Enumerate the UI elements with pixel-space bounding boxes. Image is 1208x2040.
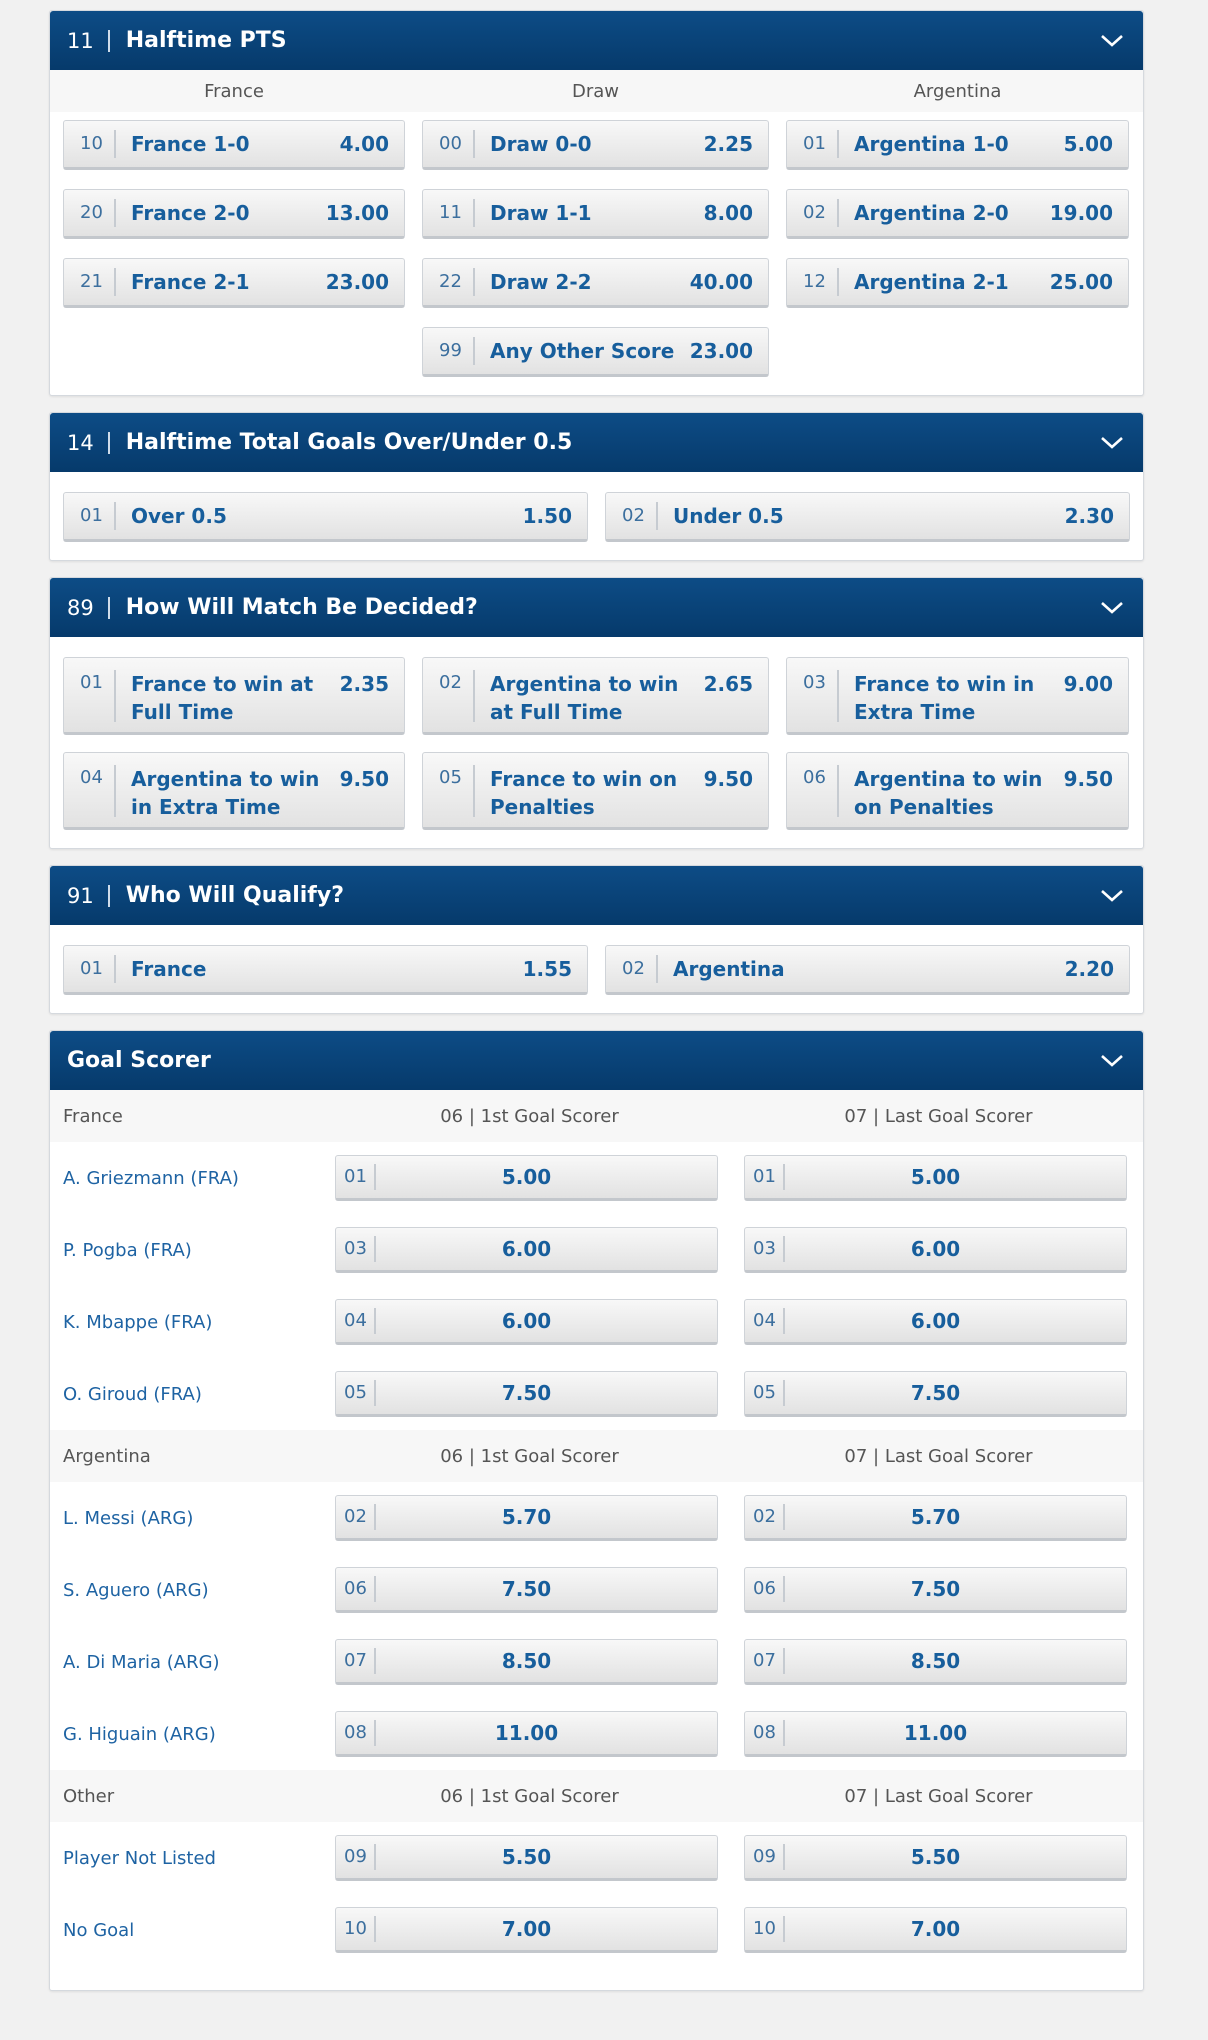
column-header: 07 | Last Goal Scorer [844, 1785, 1033, 1807]
bet-number: 05 [439, 765, 475, 817]
chevron-down-icon[interactable] [1098, 1047, 1126, 1075]
bet-button[interactable] [786, 657, 1129, 735]
bet-number: 11 [439, 199, 475, 227]
market-header[interactable] [50, 413, 1143, 472]
bet-number: 99 [439, 337, 475, 365]
last-goal-scorer-button[interactable] [744, 1835, 1127, 1881]
column-header: 06 | 1st Goal Scorer [440, 1105, 619, 1127]
bet-button[interactable] [63, 258, 405, 308]
bet-odds: 25.00 [1049, 270, 1113, 294]
first-goal-scorer-button[interactable] [335, 1495, 718, 1541]
market-title: Halftime PTS [125, 28, 287, 53]
empty-cell [63, 327, 405, 377]
bet-odds: 9.00 [1063, 672, 1113, 696]
bet-odds: 8.50 [501, 1649, 552, 1673]
bet-button[interactable] [422, 327, 769, 377]
bet-number: 10 [753, 1916, 785, 1942]
bet-odds: 1.50 [522, 504, 572, 528]
bet-number: 00 [439, 130, 475, 158]
bet-label: France to win in Extra Time [854, 672, 1035, 724]
bet-number: 10 [344, 1916, 376, 1942]
chevron-down-icon[interactable] [1098, 882, 1126, 910]
bet-odds: 11.00 [494, 1721, 559, 1745]
bet-number: 06 [753, 1576, 785, 1602]
bet-button[interactable] [63, 657, 405, 735]
bet-number: 01 [80, 502, 116, 530]
table-row [50, 1554, 1143, 1626]
bet-odds: 7.00 [910, 1917, 961, 1941]
bet-odds: 2.25 [703, 132, 753, 156]
column-header: 06 | 1st Goal Scorer [440, 1445, 619, 1467]
bet-button[interactable] [422, 657, 769, 735]
market-qualify [49, 865, 1144, 1014]
bet-odds: 8.50 [910, 1649, 961, 1673]
bet-number: 03 [753, 1236, 785, 1262]
team-label: France [63, 1105, 123, 1127]
column-headers [50, 70, 1143, 112]
bet-label: Argentina [673, 957, 785, 981]
bet-odds: 9.50 [1063, 767, 1113, 791]
bet-label: Argentina to win on Penalties [854, 767, 1043, 819]
bet-number: 06 [344, 1576, 376, 1602]
player-name: L. Messi (ARG) [63, 1507, 194, 1529]
table-row [50, 1822, 1143, 1894]
bet-button[interactable] [605, 945, 1130, 995]
bet-button[interactable] [605, 492, 1130, 542]
column-header: Draw [571, 80, 619, 102]
bet-odds: 8.00 [703, 201, 753, 225]
column-header: France [204, 80, 264, 102]
last-goal-scorer-button[interactable] [744, 1227, 1127, 1273]
bet-number: 05 [344, 1380, 376, 1406]
bet-odds: 23.00 [689, 339, 753, 363]
table-row [50, 1142, 1143, 1214]
market-goal-scorer [49, 1030, 1144, 1991]
bet-label: Over 0.5 [131, 504, 227, 528]
chevron-down-icon[interactable] [1098, 27, 1126, 55]
bet-label: Argentina to win at Full Time [490, 672, 679, 724]
bet-number: 03 [344, 1236, 376, 1262]
bet-odds: 7.50 [501, 1381, 552, 1405]
bet-odds: 5.50 [910, 1845, 961, 1869]
table-row [50, 1214, 1143, 1286]
bet-odds: 4.00 [339, 132, 389, 156]
bet-label: France to win on Penalties [490, 767, 678, 819]
bet-odds: 6.00 [501, 1237, 552, 1261]
bet-odds: 7.50 [910, 1577, 961, 1601]
bet-number: 02 [622, 502, 658, 530]
bet-odds: 5.00 [501, 1165, 552, 1189]
empty-cell [786, 327, 1129, 377]
bet-number: 04 [753, 1308, 785, 1334]
last-goal-scorer-button[interactable] [744, 1299, 1127, 1345]
bet-number: 01 [80, 670, 116, 722]
bet-odds: 5.50 [501, 1845, 552, 1869]
bet-odds: 2.20 [1064, 957, 1114, 981]
market-header[interactable] [50, 578, 1143, 637]
team-label: Other [63, 1785, 115, 1807]
spacer [50, 1966, 1143, 1990]
bet-label: France 1-0 [131, 132, 250, 156]
bet-label: Draw 2-2 [490, 270, 592, 294]
first-goal-scorer-button[interactable] [335, 1227, 718, 1273]
bet-button[interactable] [63, 945, 588, 995]
last-goal-scorer-button[interactable] [744, 1639, 1127, 1685]
table-row [50, 1698, 1143, 1770]
column-header: 07 | Last Goal Scorer [844, 1445, 1033, 1467]
market-header[interactable] [50, 1031, 1143, 1090]
bet-label: France 2-1 [131, 270, 250, 294]
bet-odds: 9.50 [703, 767, 753, 791]
bet-odds: 11.00 [903, 1721, 968, 1745]
player-name: O. Giroud (FRA) [63, 1383, 202, 1405]
column-header: 06 | 1st Goal Scorer [440, 1785, 619, 1807]
first-goal-scorer-button[interactable] [335, 1639, 718, 1685]
bet-button[interactable] [422, 189, 769, 239]
market-title: How Will Match Be Decided? [125, 595, 478, 620]
bet-label: Argentina 1-0 [854, 132, 1009, 156]
bet-button[interactable] [63, 120, 405, 170]
bet-odds: 2.35 [339, 672, 389, 696]
last-goal-scorer-button[interactable] [744, 1495, 1127, 1541]
bet-odds: 9.50 [339, 767, 389, 791]
bet-number: 20 [80, 199, 116, 227]
market-decided [49, 577, 1144, 849]
bet-odds: 5.70 [910, 1505, 961, 1529]
bet-button[interactable] [63, 189, 405, 239]
bet-label: Draw 0-0 [490, 132, 592, 156]
chevron-down-icon[interactable] [1098, 429, 1126, 457]
section-header [50, 1090, 1143, 1142]
bet-number: 07 [344, 1648, 376, 1674]
bet-button[interactable] [63, 492, 588, 542]
market-number: 89 [67, 597, 110, 619]
player-name: K. Mbappe (FRA) [63, 1311, 213, 1333]
bet-label: Any Other Score [490, 339, 675, 363]
first-goal-scorer-button[interactable] [335, 1835, 718, 1881]
score-grid [63, 120, 1130, 377]
bet-number: 01 [803, 130, 839, 158]
bet-odds: 5.00 [910, 1165, 961, 1189]
bet-odds: 2.65 [703, 672, 753, 696]
bet-odds: 7.50 [910, 1381, 961, 1405]
bet-label: France to win at Full Time [131, 672, 314, 724]
team-label: Argentina [63, 1445, 151, 1467]
first-goal-scorer-button[interactable] [335, 1299, 718, 1345]
bet-label: France [131, 957, 207, 981]
section-header [50, 1430, 1143, 1482]
bet-number: 10 [80, 130, 116, 158]
first-goal-scorer-button[interactable] [335, 1711, 718, 1757]
table-row [50, 1894, 1143, 1966]
last-goal-scorer-button[interactable] [744, 1567, 1127, 1613]
bet-number: 04 [80, 765, 116, 817]
bet-number: 02 [803, 199, 839, 227]
first-goal-scorer-button[interactable] [335, 1567, 718, 1613]
bet-label: Argentina to win in Extra Time [131, 767, 320, 819]
market-halftime-goals [49, 412, 1144, 561]
last-goal-scorer-button[interactable] [744, 1155, 1127, 1201]
bet-button[interactable] [422, 120, 769, 170]
market-header[interactable] [50, 866, 1143, 925]
bet-number: 05 [753, 1380, 785, 1406]
bet-button[interactable] [63, 752, 405, 830]
player-name: S. Aguero (ARG) [63, 1579, 209, 1601]
bet-odds: 6.00 [501, 1309, 552, 1333]
bet-number: 04 [344, 1308, 376, 1334]
bet-odds: 7.50 [501, 1577, 552, 1601]
bet-number: 03 [803, 670, 839, 722]
market-number: 14 [67, 432, 110, 454]
bet-number: 02 [622, 955, 658, 983]
player-name: Player Not Listed [63, 1847, 216, 1869]
bet-button[interactable] [786, 120, 1129, 170]
bet-number: 07 [753, 1648, 785, 1674]
player-name: A. Di Maria (ARG) [63, 1651, 220, 1673]
bet-number: 22 [439, 268, 475, 296]
last-goal-scorer-button[interactable] [744, 1907, 1127, 1953]
column-header: 07 | Last Goal Scorer [844, 1105, 1033, 1127]
bet-number: 02 [753, 1504, 785, 1530]
first-goal-scorer-button[interactable] [335, 1907, 718, 1953]
bet-odds: 5.70 [501, 1505, 552, 1529]
bet-button[interactable] [422, 258, 769, 308]
last-goal-scorer-button[interactable] [744, 1371, 1127, 1417]
bet-label: Under 0.5 [673, 504, 784, 528]
bet-number: 01 [753, 1164, 785, 1190]
bet-number: 08 [753, 1720, 785, 1746]
market-title: Halftime Total Goals Over/Under 0.5 [125, 430, 573, 455]
bet-button[interactable] [786, 258, 1129, 308]
bet-label: Draw 1-1 [490, 201, 592, 225]
bet-odds: 6.00 [910, 1237, 961, 1261]
bet-number: 21 [80, 268, 116, 296]
market-header[interactable] [50, 11, 1143, 70]
bet-number: 08 [344, 1720, 376, 1746]
bet-label: Argentina 2-1 [854, 270, 1009, 294]
bet-odds: 23.00 [325, 270, 389, 294]
bet-number: 02 [439, 670, 475, 722]
bet-odds: 7.00 [501, 1917, 552, 1941]
bet-button[interactable] [422, 752, 769, 830]
bet-number: 09 [753, 1844, 785, 1870]
table-row [50, 1626, 1143, 1698]
market-halftime-pts [49, 10, 1144, 396]
table-row [50, 1482, 1143, 1554]
goal-scorer-table [50, 1090, 1143, 1966]
bet-label: France 2-0 [131, 201, 250, 225]
bet-odds: 2.30 [1064, 504, 1114, 528]
first-goal-scorer-button[interactable] [335, 1371, 718, 1417]
market-number: 91 [67, 885, 110, 907]
bet-number: 01 [344, 1164, 376, 1190]
bet-number: 01 [80, 955, 116, 983]
bet-odds: 13.00 [325, 201, 389, 225]
bet-odds: 40.00 [689, 270, 753, 294]
market-title: Who Will Qualify? [125, 883, 344, 908]
bet-number: 12 [803, 268, 839, 296]
section-header [50, 1770, 1143, 1822]
bet-number: 02 [344, 1504, 376, 1530]
table-row [50, 1286, 1143, 1358]
first-goal-scorer-button[interactable] [335, 1155, 718, 1201]
bet-odds: 5.00 [1063, 132, 1113, 156]
market-title: Goal Scorer [67, 1048, 211, 1073]
bet-number: 06 [803, 765, 839, 817]
table-row [50, 1358, 1143, 1430]
player-name: No Goal [63, 1919, 135, 1941]
bet-number: 09 [344, 1844, 376, 1870]
player-name: P. Pogba (FRA) [63, 1239, 192, 1261]
bet-odds: 1.55 [522, 957, 572, 981]
last-goal-scorer-button[interactable] [744, 1711, 1127, 1757]
bet-odds: 19.00 [1049, 201, 1113, 225]
player-name: A. Griezmann (FRA) [63, 1167, 239, 1189]
bet-label: Argentina 2-0 [854, 201, 1009, 225]
bet-odds: 6.00 [910, 1309, 961, 1333]
market-number: 11 [67, 30, 110, 52]
player-name: G. Higuain (ARG) [63, 1723, 216, 1745]
bet-button[interactable] [786, 752, 1129, 830]
bet-button[interactable] [786, 189, 1129, 239]
chevron-down-icon[interactable] [1098, 594, 1126, 622]
column-header: Argentina [913, 80, 1002, 102]
